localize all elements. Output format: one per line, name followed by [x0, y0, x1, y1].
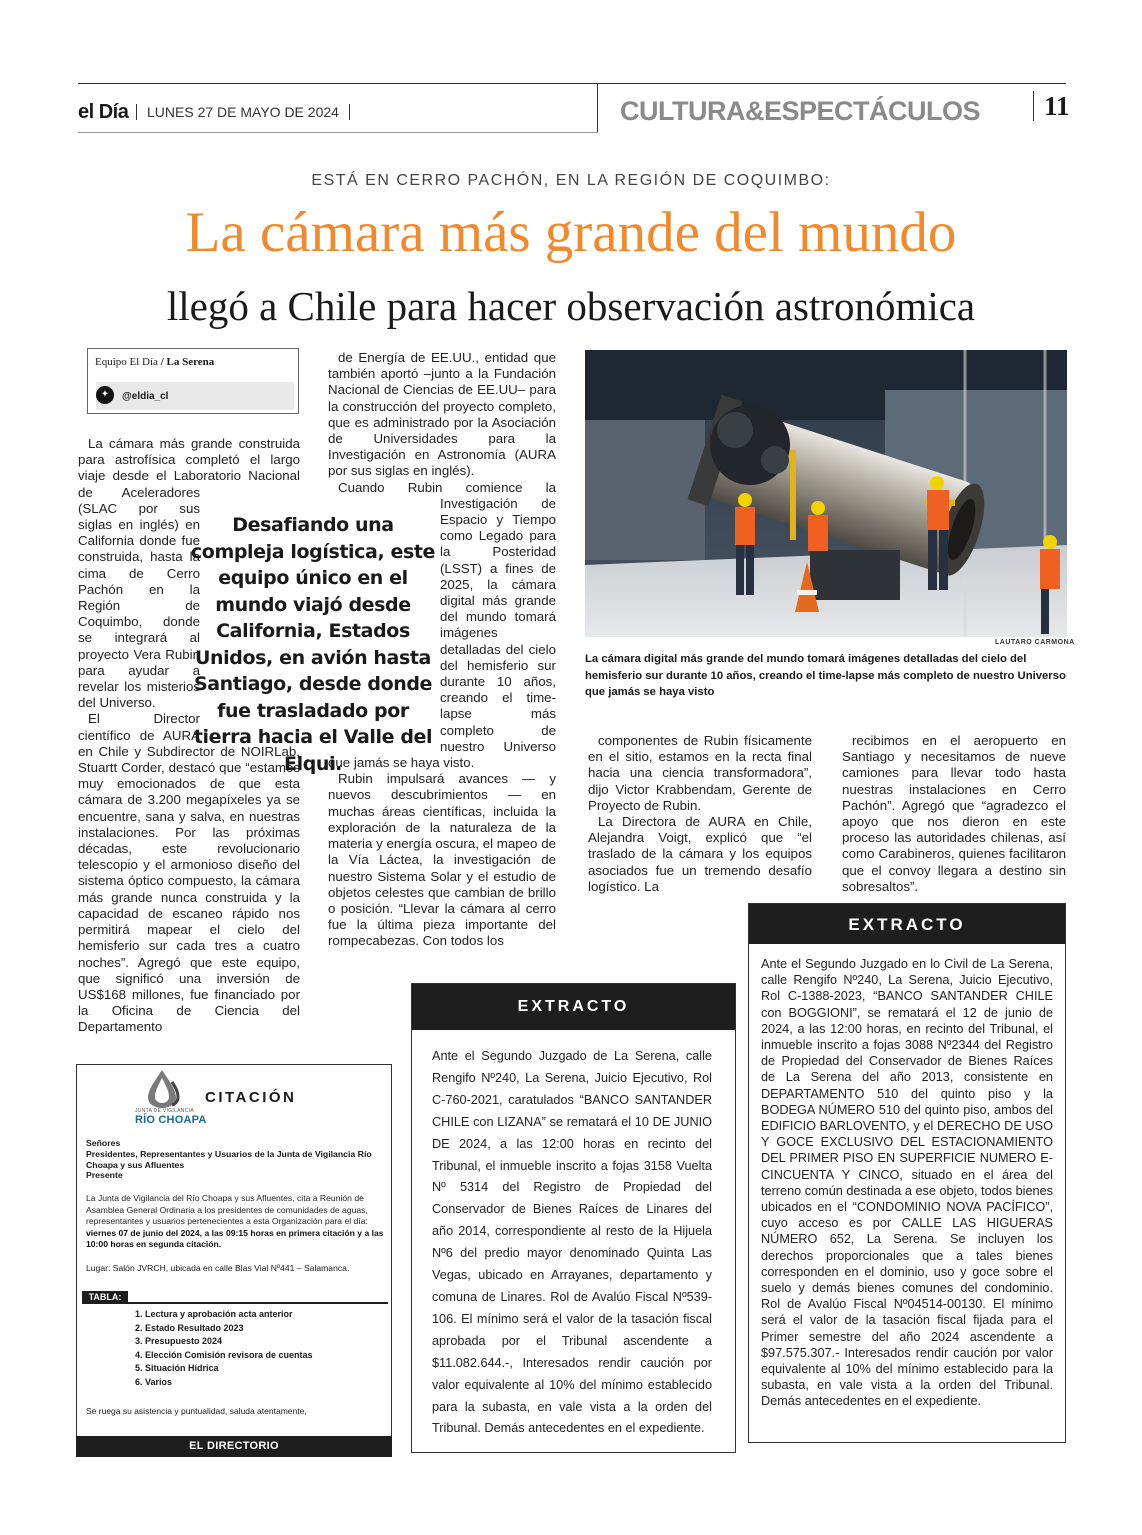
addressees: Presidentes, Representantes y Usuarios de la Junta de Vigilancia Río Choapa y sus Afluentes — [86, 1148, 372, 1170]
agenda-item: 1. Lectura y aprobación acta anterior — [135, 1309, 293, 1319]
logo-subtitle: JUNTA DE VIGILANCIA — [135, 1108, 194, 1114]
twitter-icon: ✦ — [96, 386, 114, 404]
byline-author: Equipo El Día — [95, 356, 158, 368]
pull-quote: Desafiando una compleja logística, este equipo único en el mundo viajó desde California, Estados Unidos, en avión hasta Santiago, desde donde fue trasladado por tierra hacia el Valle del Elqui. — [190, 514, 436, 775]
paragraph: componentes de Rubin físicamente en el sitio, estamos en la recta final hacia una ciencia transformadora”, dijo Victor Krabbendam, Gerente de Proyecto de Rubin. — [588, 733, 812, 813]
legal-notice-extracto-1 — [411, 983, 736, 1453]
paragraph: Rubin impulsará avances — y nuevos descubrimientos — en muchas áreas científicas, incluida la exploración de la naturaleza de la materia y energía oscura, el mapeo de la Vía Láctea, la investigación de nuestro Sistema Solar y el estudio de objetos celestes que cambian de brillo o posición. “Llevar la cámara al cerro fue la última pieza importante del rompecabezas. Con todos los — [328, 771, 556, 949]
extracto-body: Ante el Segundo Juzgado en lo Civil de La Serena, calle Rengifo Nº240, La Serena, Juicio Ejecutivo, Rol C-1388-2023, “BANCO SANTANDER CHILE con BOGGIONI”, se rematará el 12 de junio de 2024, a las 12:00 horas, en recinto del Tribunal, el inmueble inscrito a fojas 3088 Nº2344 del Registro de Propiedad del Conservador de Bienes Raíces de La Serena del año 2013, consistente en DEPARTAMENTO 510 del quinto piso y la BODEGA NÚMERO 510 del quinto piso, ambos del EDIFICIO BARLOVENTO, y el DERECHO DE USO Y GOCE EXCLUSIVO DEL ESTACIONAMIENTO DEL PRIMER PISO EN SUPERFICIE NUMERO E-CINCUENTA Y CINCO, situado en el área del terreno común destinada a ese objeto, todos bienes ubicados en el “CONDOMINIO NOVA PACÍFICO”, cuyo acceso es por CALLE LAS HIGUERAS NÚMERO 652, La Serena. Se incluyen los derechos proporcionales que a tales bienes corresponden en el dominio, uso y goce sobre el suelo y demás bienes comunes del condominio. Rol de Avalúo Fiscal Nº04514-00130. El mínimo será el valor de la tasación fiscal fijada para el Primer semestre del año 2024 ascendente a $97.575.307.- Interesados rendir caución por valor equivalente al 10% del mínimo establecido para la subasta, en vale vista a la orden del Tribunal. Demás antecedentes en el expediente. — [761, 957, 1054, 1409]
issue-date: LUNES 27 DE MAYO DE 2024 — [136, 104, 350, 120]
presente: Presente — [86, 1170, 123, 1181]
masthead: el Día — [78, 101, 129, 123]
citation-notice — [76, 1064, 392, 1457]
byline — [95, 356, 214, 368]
photo-caption: La cámara digital más grande del mundo tomará imágenes detalladas del cielo del hemisferio sur durante 10 años, creando el time-lapse más completo de nuestro Universo que jamás se haya visto — [585, 653, 1066, 698]
salutation: Señores — [86, 1138, 121, 1148]
citation-signature: EL DIRECTORIO — [76, 1436, 392, 1457]
citation-intro: La Junta de Vigilancia del Río Choapa y sus Afluentes, cita a Reunión de Asamblea General Ordinaria a los presidentes de comunidades de aguas, representantes y usuarios pertenecientes a esta Organización para el día: — [86, 1193, 368, 1226]
header-divider — [597, 83, 598, 133]
legal-notice-extracto-2 — [748, 903, 1066, 1443]
photo-credit: LAUTARO CARMONA — [995, 639, 1075, 646]
agenda-item: 2. Estado Resultado 2023 — [135, 1322, 244, 1333]
citation-body — [86, 1193, 386, 1251]
page-number: 11 — [1033, 91, 1070, 121]
paragraph: La Directora de AURA en Chile, Alejandra Voigt, explicó que “el traslado de la cámara y los equipos asociados fue un tremendo desafío logístico. La — [588, 814, 812, 894]
extracto-title: EXTRACTO — [412, 984, 735, 1030]
header-bottom-rule — [78, 132, 598, 133]
paragraph: La cámara más grande construida para astrofísica completó el largo viaje desde el Laboratorio Nacional de Aceleradores (SLAC por sus siglas en inglés) en California donde fue construida, hasta la cima de Cerro Pachón en la Región de Coquimbo, donde se integrará al proyecto Vera Rubin para ayudar a revelar los misterios del Universo. — [78, 436, 300, 711]
extracto-title: EXTRACTO — [749, 904, 1065, 944]
agenda-label: TABLA: — [82, 1291, 128, 1303]
headline: La cámara más grande del mundo — [185, 201, 957, 264]
camera-photo-illustration — [585, 350, 1067, 637]
logo-title: RÍO CHOAPA — [135, 1114, 207, 1126]
paragraph: de Energía de EE.UU., entidad que también aportó –junto a la Fundación Nacional de Ciencias de EE.UU– para la construcción del proyecto completo, que es administrado por la Asociación de Universidades para la Investigación en Astronomía (AURA por sus siglas en inglés). — [328, 350, 556, 479]
paragraph: recibimos en el aeropuerto en Santiago y necesitamos de nueve camiones para llevar todo hasta nuestras instalaciones en Cerro Pachón”. Agregó que “agradezco el apoyo que nos dieron en este proceso las autoridades chilenas, así como Carabineros, quienes facilitaron que el convoy llegara a destino sin sobresaltos”. — [842, 733, 1066, 894]
article-column-3-text — [588, 733, 812, 895]
article-photo — [585, 350, 1067, 637]
agenda-list — [135, 1308, 313, 1390]
subheadline: llegó a Chile para hacer observación astronómica — [166, 283, 976, 329]
citation-title: CITACIÓN — [205, 1089, 297, 1106]
paragraph: Cuando Rubin comience la Investigación de Espacio y Tiempo como Legado para la Posteridad (LSST) a fines de 2025, la cámara digital más grande del mundo tomará imágenes detalladas del cielo del hemisferio sur durante 10 años, creando el time-lapse más completo de nuestro Universo que jamás se haya visto. — [328, 479, 556, 771]
paragraph: El Director científico de AURA en Chile y Subdirector de NOIRLab, Stuartt Corder, destacó que “estamos muy emocionados de que esta cámara de 3.200 megapíxeles ya se encuentre, sana y salva, en nuestras instalaciones. Por las próximas décadas, este revolucionario telescopio y el armonioso diseño del sistema óptico compuesto, la cámara más grande nunca construida y la capacidad de escaneo rápido nos permitirá mapear el cielo del hemisferio sur cada tres a cuatro noches”. Agregó que este equipo, que significó una inversión de US$168 millones, fue financiado por la Oficina de Ciencia del Departamento — [78, 711, 300, 1035]
agenda-item: 3. Presupuesto 2024 — [135, 1336, 223, 1347]
extracto-body: Ante el Segundo Juzgado de La Serena, calle Rengifo Nº240, La Serena, Juicio Ejecutivo, Rol C-760-2021, caratulados “BANCO SANTANDER CHILE con LIZANA” se rematará el 10 DE JUNIO DE 2024, a las 12:00 horas en recinto del Tribunal, el inmueble inscrito a fojas 3158 Vuelta Nº 5314 del Registro de Propiedad del Conservador de Bienes Raíces de Linares del año 2014, correspondiente al resto de la Hijuela Nº6 del predio mayor denominado Quinta Las Vegas, ubicado en Arrayanes, departamento y comuna de Linares. Rol de Avalúo Fiscal Nº539-106. El mínimo será el valor de la tasación fiscal aprobada por el Tribunal ascendente a $11.082.644.-, Interesados rendir caución por valor equivalente al 10% del mínimo establecido para la subasta, en vale vista a la orden del Tribunal. Demás antecedentes en el expediente. — [432, 1049, 712, 1436]
article-column-4-text — [842, 733, 1066, 895]
kicker: ESTÁ EN CERRO PACHÓN, EN LA REGIÓN DE COQUIMBO: — [311, 172, 831, 189]
byline-separator: / — [160, 356, 164, 368]
agenda-item: 4. Elección Comisión revisora de cuentas — [135, 1349, 313, 1360]
social-handle: @eldia_cl — [122, 391, 169, 402]
agenda-item: 5. Situación Hídrica — [135, 1363, 219, 1374]
citation-place: Lugar: Salón JVRCH, ubicada en calle Blas Vial Nº441 – Salamanca. — [86, 1263, 350, 1273]
citation-closing: Se ruega su asistencia y puntualidad, saluda atentamente, — [86, 1406, 307, 1416]
agenda-rule — [82, 1302, 388, 1304]
section-title: CULTURA&ESPECTÁCULOS — [620, 96, 980, 126]
byline-location: La Serena — [166, 356, 215, 368]
agenda-item: 6. Varios — [135, 1376, 173, 1387]
citation-addressees — [86, 1138, 386, 1181]
header-rule — [78, 83, 1066, 84]
citation-date: viernes 07 de junio del 2024, a las 09:15 horas en primera citación y a las 10:00 horas en segunda citación. — [86, 1227, 384, 1249]
